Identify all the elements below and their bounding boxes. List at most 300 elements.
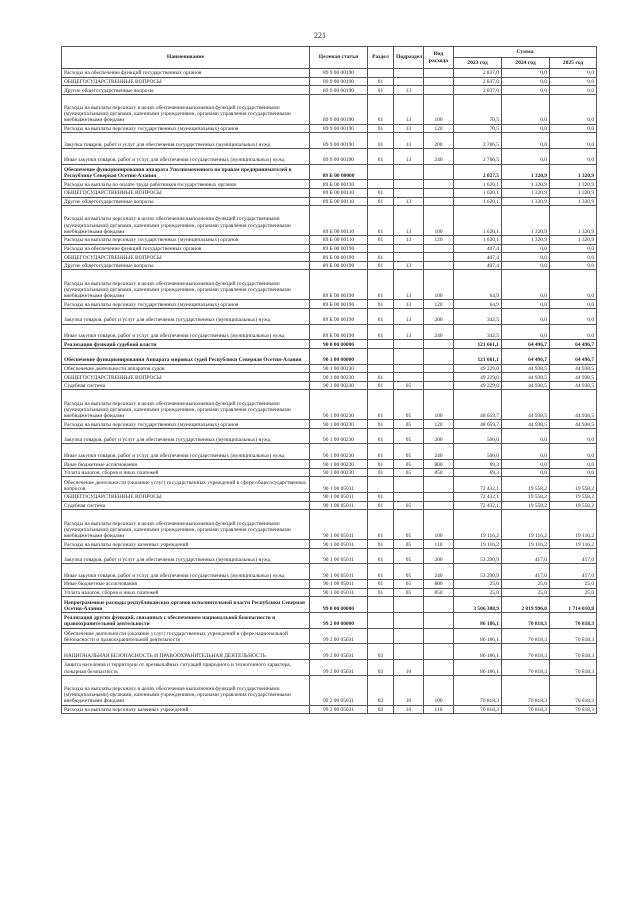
table-row [62, 381, 597, 390]
row-subsection: 13 [394, 133, 424, 149]
row-expense-type: 200 [424, 548, 454, 564]
row-2024: 0,0 [502, 86, 550, 95]
row-section: 01 [368, 270, 394, 300]
row-name: Расходы на выплаты персоналу казенных учреждений [62, 540, 310, 549]
row-expense-type: 110 [424, 540, 454, 549]
row-section: 03 [368, 660, 394, 676]
row-expense-type [424, 197, 454, 206]
row-target: 89 9 00 00190 [310, 94, 368, 124]
row-section [368, 340, 394, 349]
row-subsection: 05 [394, 501, 424, 510]
row-target: 99 2 00 05031 [310, 644, 368, 660]
row-expense-type: 200 [424, 133, 454, 149]
row-name: Расходы на выплаты персоналу в целях обеспечения выполнения функций государственными (муниципальными) органами, казенными учреждениями, органами управления государственными внебюджетными фондами [62, 94, 310, 124]
row-target: 90 0 00 00000 [310, 340, 368, 349]
row-subsection: 13 [394, 206, 424, 236]
row-name: Расходы на обеспечение функций государственных органов [62, 69, 310, 78]
row-expense-type [424, 180, 454, 189]
row-section [368, 180, 394, 189]
row-target: 90 1 00 05011 [310, 540, 368, 549]
row-subsection [394, 477, 424, 493]
row-subsection [394, 493, 424, 502]
table-row [62, 324, 597, 340]
page-number: 221 [314, 31, 326, 40]
row-expense-type: 800 [424, 580, 454, 589]
row-2025: 19 558,2 [550, 501, 597, 510]
row-expense-type [424, 644, 454, 660]
row-2025: 64 496,7 [550, 340, 597, 349]
row-section: 01 [368, 420, 394, 429]
table-row [62, 420, 597, 429]
row-target: 99 2 00 05031 [310, 628, 368, 644]
row-2025: 70 818,3 [550, 628, 597, 644]
table-row [62, 390, 597, 420]
row-target: 89 9 00 00190 [310, 69, 368, 78]
row-target: 99 0 00 00000 [310, 597, 368, 613]
row-target: 90 1 00 00230 [310, 381, 368, 390]
budget-table [61, 46, 597, 714]
row-2023: 70,5 [454, 124, 502, 133]
row-2023: 64,9 [454, 270, 502, 300]
row-section: 01 [368, 501, 394, 510]
row-name: Иные закупки товаров, работ и услуг для обеспечения государственных (муниципальных) нужд [62, 444, 310, 460]
row-subsection: 13 [394, 148, 424, 164]
row-2024: 1 320,9 [502, 188, 550, 197]
row-2023: 70,5 [454, 94, 502, 124]
table-row [62, 197, 597, 206]
row-2024: 44 938,5 [502, 381, 550, 390]
row-expense-type [424, 69, 454, 78]
row-subsection: 05 [394, 510, 424, 540]
row-section: 01 [368, 381, 394, 390]
row-name: Закупка товаров, работ и услуг для обеспечения государственных (муниципальных) нужд [62, 548, 310, 564]
row-2023: 1 620,1 [454, 180, 502, 189]
row-target: 99 2 00 00000 [310, 612, 368, 628]
row-target: 89 Б 00 00190 [310, 244, 368, 253]
row-2025: 0,0 [550, 308, 597, 324]
row-section: 01 [368, 197, 394, 206]
table-row [62, 261, 597, 270]
row-subsection [394, 244, 424, 253]
row-subsection [394, 373, 424, 382]
row-2024: 0,0 [502, 270, 550, 300]
row-target: 89 9 00 00190 [310, 148, 368, 164]
row-2023: 342,5 [454, 324, 502, 340]
row-2024: 19 116,2 [502, 540, 550, 549]
row-2025: 70 818,3 [550, 612, 597, 628]
row-subsection: 05 [394, 548, 424, 564]
row-2024: 44 938,5 [502, 373, 550, 382]
row-section: 01 [368, 540, 394, 549]
row-target: 89 9 00 00190 [310, 133, 368, 149]
table-row [62, 94, 597, 124]
row-target: 89 Б 00 00190 [310, 300, 368, 309]
row-expense-type: 240 [424, 324, 454, 340]
row-expense-type: 120 [424, 124, 454, 133]
row-target: 89 Б 00 00110 [310, 206, 368, 236]
row-2025: 0,0 [550, 86, 597, 95]
row-name: Другие общегосударственные вопросы [62, 261, 310, 270]
row-name: Уплата налогов, сборов и иных платежей [62, 468, 310, 477]
row-subsection [394, 364, 424, 373]
row-2025: 1 320,9 [550, 197, 597, 206]
row-expense-type: 120 [424, 236, 454, 245]
row-name: Судебная система [62, 381, 310, 390]
row-section: 01 [368, 390, 394, 420]
row-target: 99 2 00 05031 [310, 675, 368, 705]
row-2023: 19 116,2 [454, 540, 502, 549]
table-row [62, 588, 597, 597]
table-row [62, 644, 597, 660]
row-2023: 70 818,3 [454, 675, 502, 705]
row-2025: 64 496,7 [550, 348, 597, 364]
header-section: Раздел [368, 47, 394, 69]
row-expense-type [424, 348, 454, 364]
row-expense-type: 100 [424, 675, 454, 705]
row-expense-type: 100 [424, 270, 454, 300]
row-section: 01 [368, 510, 394, 540]
row-expense-type [424, 597, 454, 613]
row-2024: 0,0 [502, 133, 550, 149]
row-section: 01 [368, 236, 394, 245]
table-row [62, 340, 597, 349]
row-subsection: 05 [394, 390, 424, 420]
row-target: 90 1 00 05011 [310, 501, 368, 510]
row-section: 01 [368, 206, 394, 236]
table-row [62, 628, 597, 644]
row-2025: 44 938,5 [550, 390, 597, 420]
row-2023: 49 229,0 [454, 381, 502, 390]
table-row [62, 69, 597, 78]
row-section: 01 [368, 261, 394, 270]
row-subsection: 05 [394, 420, 424, 429]
row-expense-type: 100 [424, 206, 454, 236]
row-2025: 0,0 [550, 468, 597, 477]
row-2024: 0,0 [502, 324, 550, 340]
table-row [62, 477, 597, 493]
row-target: 90 1 00 00230 [310, 373, 368, 382]
row-target: 99 2 00 05031 [310, 705, 368, 714]
header-2023: 2023 год [454, 58, 502, 69]
row-2024: 64 496,7 [502, 340, 550, 349]
row-subsection: 13 [394, 261, 424, 270]
row-expense-type [424, 660, 454, 676]
row-2024: 1 320,9 [502, 197, 550, 206]
row-2023: 72 432,1 [454, 477, 502, 493]
table-body [62, 69, 597, 714]
row-2024: 0,0 [502, 460, 550, 469]
row-name: Обеспечение деятельности аппаратов судов [62, 364, 310, 373]
row-expense-type: 240 [424, 148, 454, 164]
row-expense-type [424, 253, 454, 262]
row-2024: 44 938,5 [502, 390, 550, 420]
table-row [62, 206, 597, 236]
row-2024: 0,0 [502, 148, 550, 164]
row-2025: 0,0 [550, 270, 597, 300]
row-2025: 0,0 [550, 77, 597, 86]
row-section: 03 [368, 644, 394, 660]
row-section: 01 [368, 77, 394, 86]
row-target: 90 1 00 00230 [310, 468, 368, 477]
row-section: 01 [368, 300, 394, 309]
header-2024: 2024 год [502, 58, 550, 69]
row-2024: 70 818,3 [502, 628, 550, 644]
header-subsection: Подраздел [394, 47, 424, 69]
row-target: 89 Б 00 00190 [310, 308, 368, 324]
row-target: 89 Б 00 00190 [310, 270, 368, 300]
table-row [62, 148, 597, 164]
row-target: 90 1 00 00230 [310, 444, 368, 460]
row-section: 01 [368, 253, 394, 262]
row-name: Расходы на выплаты персоналу казенных учреждений [62, 705, 310, 714]
row-expense-type: 100 [424, 94, 454, 124]
row-2025: 0,0 [550, 94, 597, 124]
row-target: 90 1 00 05011 [310, 548, 368, 564]
row-subsection: 05 [394, 381, 424, 390]
row-subsection: 05 [394, 460, 424, 469]
row-2023: 86 186,1 [454, 628, 502, 644]
row-section: 01 [368, 588, 394, 597]
row-name: Иные закупки товаров, работ и услуг для обеспечения государственных (муниципальных) нужд [62, 324, 310, 340]
row-name: Защита населения и территории от чрезвычайных ситуаций природного и техногенного характера, пожарная безопасность [62, 660, 310, 676]
row-target: 89 Б 00 00000 [310, 164, 368, 180]
table-row [62, 77, 597, 86]
row-subsection [394, 69, 424, 78]
row-name: Расходы на выплаты персоналу в целях обеспечения выполнения функций государственными (муниципальными) органами, казенными учреждениями, органами управления государственными внебюджетными фондами [62, 270, 310, 300]
row-name: Иные бюджетные ассигнования [62, 460, 310, 469]
row-expense-type: 100 [424, 390, 454, 420]
row-name: Расходы на выплаты персоналу государственных (муниципальных) органов [62, 236, 310, 245]
row-2023: 407,4 [454, 261, 502, 270]
row-name: ОБЩЕГОСУДАРСТВЕННЫЕ ВОПРОСЫ [62, 373, 310, 382]
row-2024: 1 320,9 [502, 236, 550, 245]
header-sum: Сумма [454, 47, 597, 58]
row-section: 01 [368, 94, 394, 124]
table-row [62, 348, 597, 364]
row-subsection: 13 [394, 94, 424, 124]
row-target: 90 1 00 00000 [310, 348, 368, 364]
row-name: Обеспечение деятельности (оказание услуг) государственных учреждений в сфере национальной безопасности и правоохранительной деятельности [62, 628, 310, 644]
row-target: 90 1 00 05011 [310, 493, 368, 502]
row-2024: 19 558,2 [502, 501, 550, 510]
row-2025: 0,0 [550, 444, 597, 460]
row-2024: 19 558,2 [502, 477, 550, 493]
row-expense-type [424, 364, 454, 373]
table-row [62, 705, 597, 714]
table-row [62, 236, 597, 245]
table-row [62, 244, 597, 253]
row-section [368, 477, 394, 493]
row-2023: 2 837,0 [454, 77, 502, 86]
row-2024: 19 116,2 [502, 510, 550, 540]
row-2023: 53 290,9 [454, 564, 502, 580]
row-target: 89 Б 00 00110 [310, 197, 368, 206]
row-expense-type [424, 612, 454, 628]
row-name: Расходы на выплаты по оплате труда работников государственных органов [62, 180, 310, 189]
row-target: 89 9 00 00190 [310, 86, 368, 95]
row-2024: 417,0 [502, 564, 550, 580]
row-2025: 0,0 [550, 253, 597, 262]
row-target: 89 Б 00 00190 [310, 324, 368, 340]
table-row [62, 124, 597, 133]
row-subsection [394, 348, 424, 364]
row-2025: 0,0 [550, 148, 597, 164]
row-target: 89 Б 00 00190 [310, 253, 368, 262]
row-section [368, 597, 394, 613]
row-2023: 121 661,1 [454, 348, 502, 364]
row-name: Обеспечение функционирования Аппарата мировых судей Республики Северная Осетия-Алания [62, 348, 310, 364]
row-section: 01 [368, 460, 394, 469]
row-2024: 70 818,3 [502, 644, 550, 660]
row-name: Расходы на выплаты персоналу в целях обеспечения выполнения функций государственными (муниципальными) органами, казенными учреждениями, органами управления государственными внебюджетными фондами [62, 206, 310, 236]
row-2024: 70 818,3 [502, 612, 550, 628]
row-section: 01 [368, 580, 394, 589]
row-2023: 25,0 [454, 580, 502, 589]
row-name: Судебная система [62, 501, 310, 510]
row-2024: 25,0 [502, 588, 550, 597]
row-subsection: 13 [394, 270, 424, 300]
row-section: 01 [368, 468, 394, 477]
table-row [62, 660, 597, 676]
row-2024: 0,0 [502, 94, 550, 124]
row-section: 01 [368, 373, 394, 382]
row-2025: 19 116,2 [550, 510, 597, 540]
row-expense-type [424, 261, 454, 270]
row-target: 90 1 00 00230 [310, 428, 368, 444]
row-section: 01 [368, 124, 394, 133]
table-row [62, 510, 597, 540]
row-name: Расходы на выплаты персоналу государственных (муниципальных) органов [62, 300, 310, 309]
row-2024: 0,0 [502, 253, 550, 262]
row-2023: 48 659,7 [454, 420, 502, 429]
row-expense-type [424, 340, 454, 349]
table-row [62, 364, 597, 373]
row-section: 01 [368, 548, 394, 564]
row-2024: 2 819 996,0 [502, 597, 550, 613]
row-2023: 86 186,1 [454, 644, 502, 660]
row-target: 89 Б 00 00110 [310, 236, 368, 245]
table-row [62, 501, 597, 510]
row-expense-type [424, 477, 454, 493]
row-target: 89 Б 00 00190 [310, 261, 368, 270]
row-target: 90 1 00 00230 [310, 460, 368, 469]
row-2025: 70 818,3 [550, 705, 597, 714]
row-2023: 500,0 [454, 428, 502, 444]
table-row [62, 444, 597, 460]
row-2023: 2 837,0 [454, 69, 502, 78]
row-subsection: 05 [394, 468, 424, 477]
table-row [62, 612, 597, 628]
row-2025: 0,0 [550, 460, 597, 469]
row-name: Иные закупки товаров, работ и услуг для обеспечения государственных (муниципальных) нужд [62, 564, 310, 580]
row-2023: 1 620,1 [454, 206, 502, 236]
row-section [368, 612, 394, 628]
row-2023: 500,0 [454, 444, 502, 460]
row-target: 90 1 00 00230 [310, 364, 368, 373]
row-target: 89 Б 00 00110 [310, 188, 368, 197]
row-expense-type [424, 501, 454, 510]
row-subsection: 05 [394, 588, 424, 597]
row-section: 01 [368, 86, 394, 95]
row-2025: 0,0 [550, 324, 597, 340]
row-2023: 1 620,1 [454, 236, 502, 245]
row-name: Обеспечение функционирования аппарата Уполномоченного по правам предпринимателей в Республике Северная Осетия-Алания [62, 164, 310, 180]
row-2023: 72 432,1 [454, 493, 502, 502]
row-name: ОБЩЕГОСУДАРСТВЕННЫЕ ВОПРОСЫ [62, 253, 310, 262]
row-2024: 0,0 [502, 428, 550, 444]
row-2025: 1 714 010,8 [550, 597, 597, 613]
row-section [368, 628, 394, 644]
row-2023: 48 659,7 [454, 390, 502, 420]
row-subsection: 05 [394, 580, 424, 589]
row-2024: 0,0 [502, 261, 550, 270]
row-name: ОБЩЕГОСУДАРСТВЕННЫЕ ВОПРОСЫ [62, 188, 310, 197]
row-section: 01 [368, 188, 394, 197]
row-2024: 0,0 [502, 444, 550, 460]
row-name: Расходы на выплаты персоналу в целях обеспечения выполнения функций государственными (муниципальными) органами, казенными учреждениями, органами управления государственными внебюджетными фондами [62, 510, 310, 540]
row-section: 01 [368, 148, 394, 164]
row-name: Иные закупки товаров, работ и услуг для обеспечения государственных (муниципальных) нужд [62, 148, 310, 164]
row-subsection [394, 612, 424, 628]
row-name: Расходы на выплаты персоналу в целях обеспечения выполнения функций государственными (муниципальными) органами, казенными учреждениями, органами управления государственными внебюджетными фондами [62, 390, 310, 420]
row-target: 99 2 00 05031 [310, 660, 368, 676]
row-subsection [394, 340, 424, 349]
table-row [62, 164, 597, 180]
row-2025: 1 320,9 [550, 180, 597, 189]
row-target: 90 1 00 05011 [310, 477, 368, 493]
row-2024: 0,0 [502, 308, 550, 324]
row-expense-type: 850 [424, 468, 454, 477]
row-expense-type: 200 [424, 428, 454, 444]
row-expense-type: 100 [424, 510, 454, 540]
row-section: 03 [368, 675, 394, 705]
row-2025: 0,0 [550, 300, 597, 309]
row-2023: 121 661,1 [454, 340, 502, 349]
row-expense-type [424, 188, 454, 197]
row-2025: 0,0 [550, 133, 597, 149]
header-2025: 2025 год [550, 58, 597, 69]
row-section [368, 244, 394, 253]
row-subsection: 13 [394, 124, 424, 133]
row-subsection: 10 [394, 705, 424, 714]
row-section: 01 [368, 444, 394, 460]
table-row [62, 300, 597, 309]
table-row [62, 675, 597, 705]
row-name: Обеспечение деятельности (оказание услуг) государственных учреждений в сфере общегосударственных вопросов [62, 477, 310, 493]
row-name: Реализация функций судебной власти [62, 340, 310, 349]
row-subsection: 13 [394, 197, 424, 206]
row-subsection: 05 [394, 444, 424, 460]
header-expense-type: Вид расхода [424, 47, 454, 69]
table-row [62, 373, 597, 382]
row-subsection [394, 180, 424, 189]
row-expense-type [424, 381, 454, 390]
row-2025: 44 938,5 [550, 381, 597, 390]
row-subsection: 13 [394, 86, 424, 95]
row-2025: 1 320,9 [550, 164, 597, 180]
row-subsection: 13 [394, 308, 424, 324]
row-expense-type [424, 77, 454, 86]
row-2023: 86 186,1 [454, 660, 502, 676]
row-name: Другие общегосударственные вопросы [62, 86, 310, 95]
row-expense-type [424, 493, 454, 502]
row-2025: 19 558,2 [550, 493, 597, 502]
row-expense-type: 110 [424, 705, 454, 714]
row-expense-type [424, 164, 454, 180]
row-2023: 407,4 [454, 244, 502, 253]
row-name: НАЦИОНАЛЬНАЯ БЕЗОПАСНОСТЬ И ПРАВООХРАНИТЕЛЬНАЯ ДЕЯТЕЛЬНОСТЬ [62, 644, 310, 660]
row-2023: 2 027,5 [454, 164, 502, 180]
